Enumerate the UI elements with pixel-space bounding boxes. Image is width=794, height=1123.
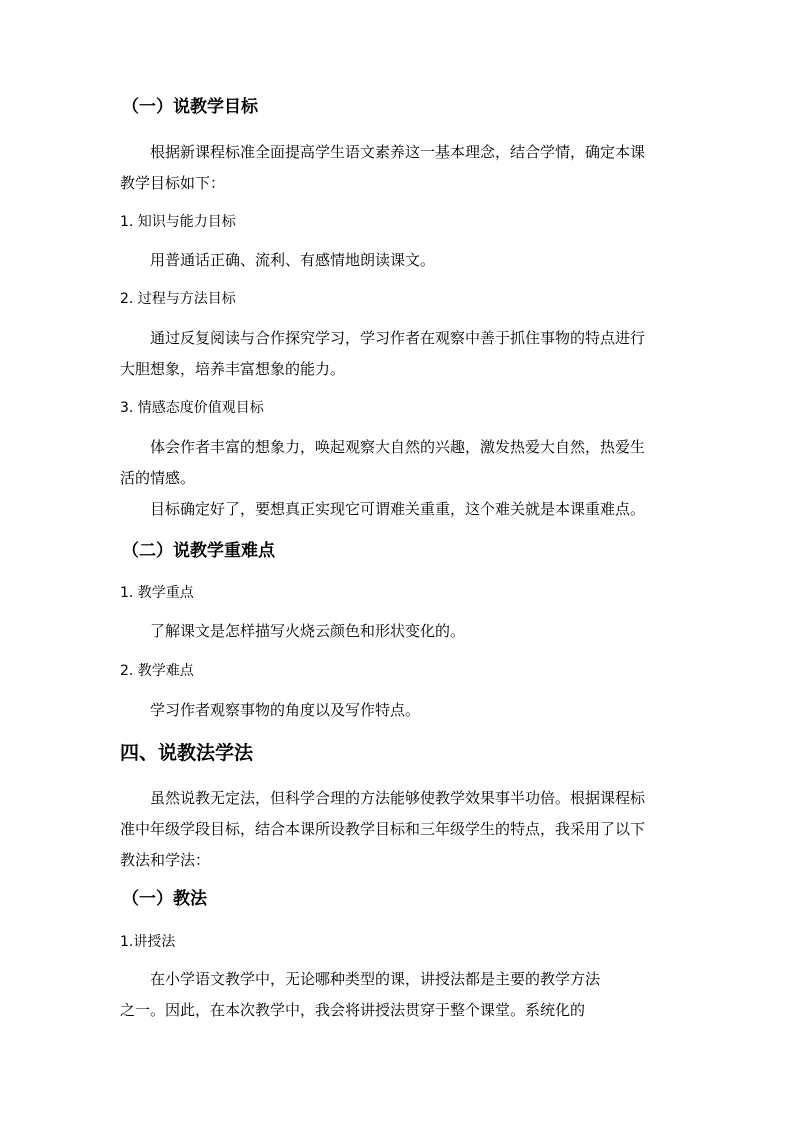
process-method-paragraph xyxy=(120,323,680,385)
intro-paragraph xyxy=(120,137,680,199)
section-heading-teaching-methods: （一）教法 xyxy=(122,889,207,909)
subheading-lecture-method: 1.讲授法 xyxy=(120,934,176,950)
section-heading-teaching-goals: （一）说教学目标 xyxy=(122,97,258,117)
subheading-teaching-difficulty: 2. 教学难点 xyxy=(120,663,194,679)
paragraph-line: 目标确定好了，要想真正实现它可谓难关重重，这个难关就是本课重难点。 xyxy=(150,500,646,518)
knowledge-ability-paragraph xyxy=(120,245,680,276)
paragraph-line: 根据新课程标准全面提高学生语文素养这一基本理念，结合学情，确定本课 xyxy=(150,143,646,161)
paragraph-line: 教学目标如下： xyxy=(120,174,226,192)
section-heading-key-points: （二）说教学重难点 xyxy=(122,541,275,561)
paragraph-line: 在小学语文教学中，无论哪种类型的课，讲授法都是主要的教学方法 xyxy=(150,970,601,988)
paragraph-line: 通过反复阅读与合作探究学习，学习作者在观察中善于抓住事物的特点进行 xyxy=(150,329,646,347)
emotion-values-paragraph xyxy=(120,432,680,494)
methods-intro-paragraph xyxy=(120,783,680,876)
subheading-process-method: 2. 过程与方法目标 xyxy=(120,291,236,307)
paragraph-line: 虽然说教无定法，但科学合理的方法能够使教学效果事半功倍。根据课程标 xyxy=(150,789,646,807)
paragraph-line: 学习作者观察事物的角度以及写作特点。 xyxy=(150,701,421,719)
paragraph-line: 之一。因此，在本次教学中，我会将讲授法贯穿于整个课堂。系统化的 xyxy=(120,1001,586,1019)
subheading-teaching-focus: 1. 教学重点 xyxy=(120,585,194,601)
subheading-knowledge-ability: 1. 知识与能力目标 xyxy=(120,214,236,230)
teaching-difficulty-paragraph xyxy=(120,695,680,726)
paragraph-line: 准中年级学段目标，结合本课所设教学目标和三年级学生的特点，我采用了以下 xyxy=(120,820,646,838)
subheading-emotion-values: 3. 情感态度价值观目标 xyxy=(120,400,264,416)
part-heading-methods: 四、说教法学法 xyxy=(120,742,254,764)
paragraph-line: 教法和学法： xyxy=(120,851,211,869)
paragraph-line: 体会作者丰富的想象力，唤起观察大自然的兴趣，激发热爱大自然，热爱生 xyxy=(150,438,646,456)
paragraph-line: 了解课文是怎样描写火烧云颜色和形状变化的。 xyxy=(150,622,466,640)
teaching-focus-paragraph xyxy=(120,616,680,647)
paragraph-line: 大胆想象，培养丰富想象的能力。 xyxy=(120,360,346,378)
lecture-method-paragraph xyxy=(120,964,680,1026)
paragraph-line: 用普通话正确、流利、有感情地朗读课文。 xyxy=(150,251,436,269)
summary-paragraph xyxy=(120,494,680,525)
paragraph-line: 活的情感。 xyxy=(120,469,196,487)
